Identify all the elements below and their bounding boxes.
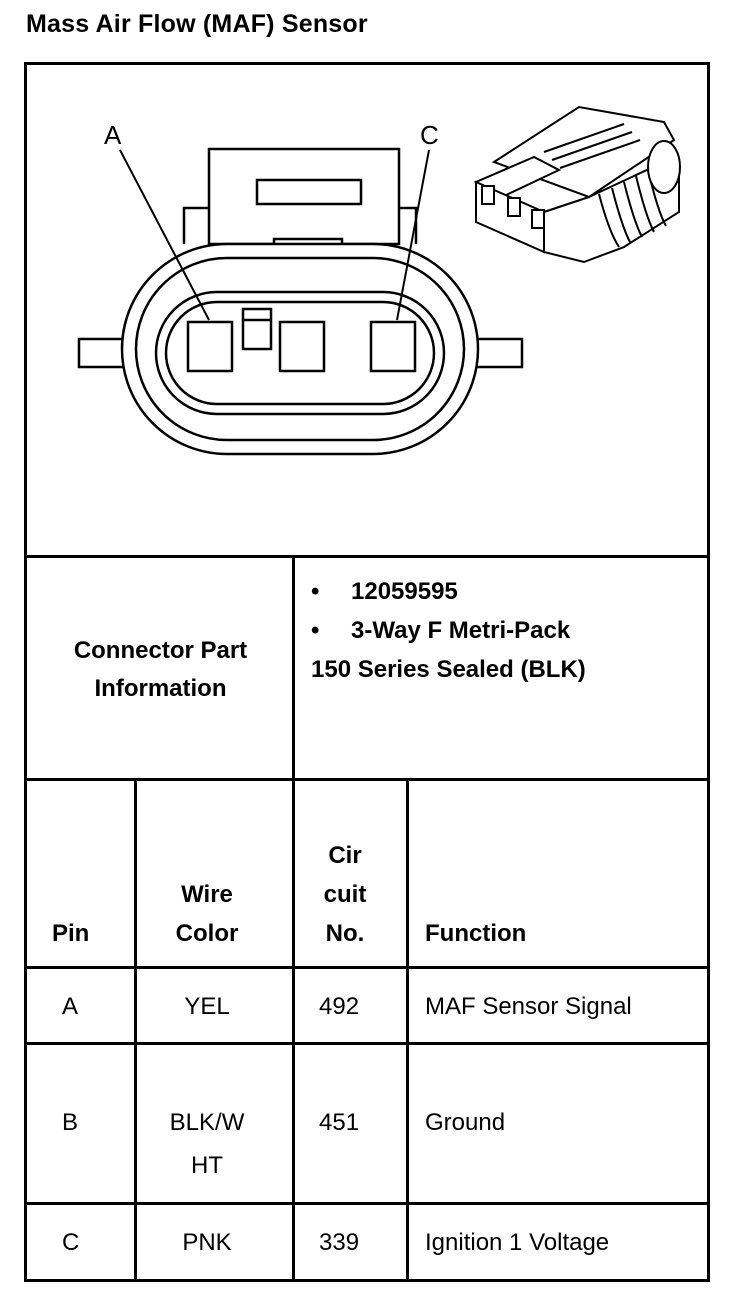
connector-face-diagram bbox=[24, 62, 710, 558]
header-wire-color: Wire Color bbox=[175, 881, 239, 947]
row-b-function: Ground bbox=[425, 1109, 506, 1136]
row-c-pin: C bbox=[62, 1229, 80, 1256]
row-a-pin: A bbox=[62, 993, 79, 1020]
row-a-circuit: 492 bbox=[319, 993, 360, 1020]
connector-3d-illustration bbox=[476, 107, 680, 262]
row-b-pin: B bbox=[62, 1109, 79, 1136]
header-function: Function bbox=[425, 920, 527, 947]
connector-type: 3-Way F Metri-Pack bbox=[351, 617, 571, 644]
bullet-icon: • bbox=[311, 617, 320, 644]
row-a-function: MAF Sensor Signal bbox=[425, 993, 632, 1020]
part-number: 12059595 bbox=[351, 578, 458, 605]
bullet-icon: • bbox=[311, 578, 320, 605]
part-number-item bbox=[311, 572, 586, 611]
divider-row-b bbox=[24, 1202, 710, 1205]
row-c-wire-color: PNK bbox=[182, 1229, 232, 1256]
header-circuit-no: Cir cuit No. bbox=[323, 842, 367, 947]
connector-info-label: Connector Part Information bbox=[73, 637, 248, 702]
connector-info-list bbox=[311, 572, 586, 689]
divider-info bbox=[24, 778, 710, 781]
page-title: Mass Air Flow (MAF) Sensor bbox=[26, 10, 368, 38]
callout-c: C bbox=[420, 120, 439, 150]
divider-row-a bbox=[24, 1042, 710, 1045]
callout-a: A bbox=[104, 120, 122, 150]
row-b-circuit: 451 bbox=[319, 1109, 360, 1136]
row-c-circuit: 339 bbox=[319, 1229, 360, 1256]
right-ear bbox=[476, 339, 522, 367]
divider-header bbox=[24, 966, 710, 969]
left-ear bbox=[79, 339, 125, 367]
divider-col-circuit bbox=[406, 780, 409, 1281]
row-b-wire-color: BLK/W HT bbox=[169, 1109, 245, 1179]
divider-col-pin bbox=[134, 780, 137, 1281]
connector-series: 150 Series Sealed (BLK) bbox=[311, 656, 586, 683]
row-c-function: Ignition 1 Voltage bbox=[425, 1229, 610, 1256]
divider-diagram bbox=[24, 555, 710, 558]
latch-housing bbox=[209, 149, 399, 244]
header-pin: Pin bbox=[52, 920, 90, 947]
row-a-wire-color: YEL bbox=[184, 993, 230, 1020]
connector-type-item bbox=[311, 611, 586, 650]
